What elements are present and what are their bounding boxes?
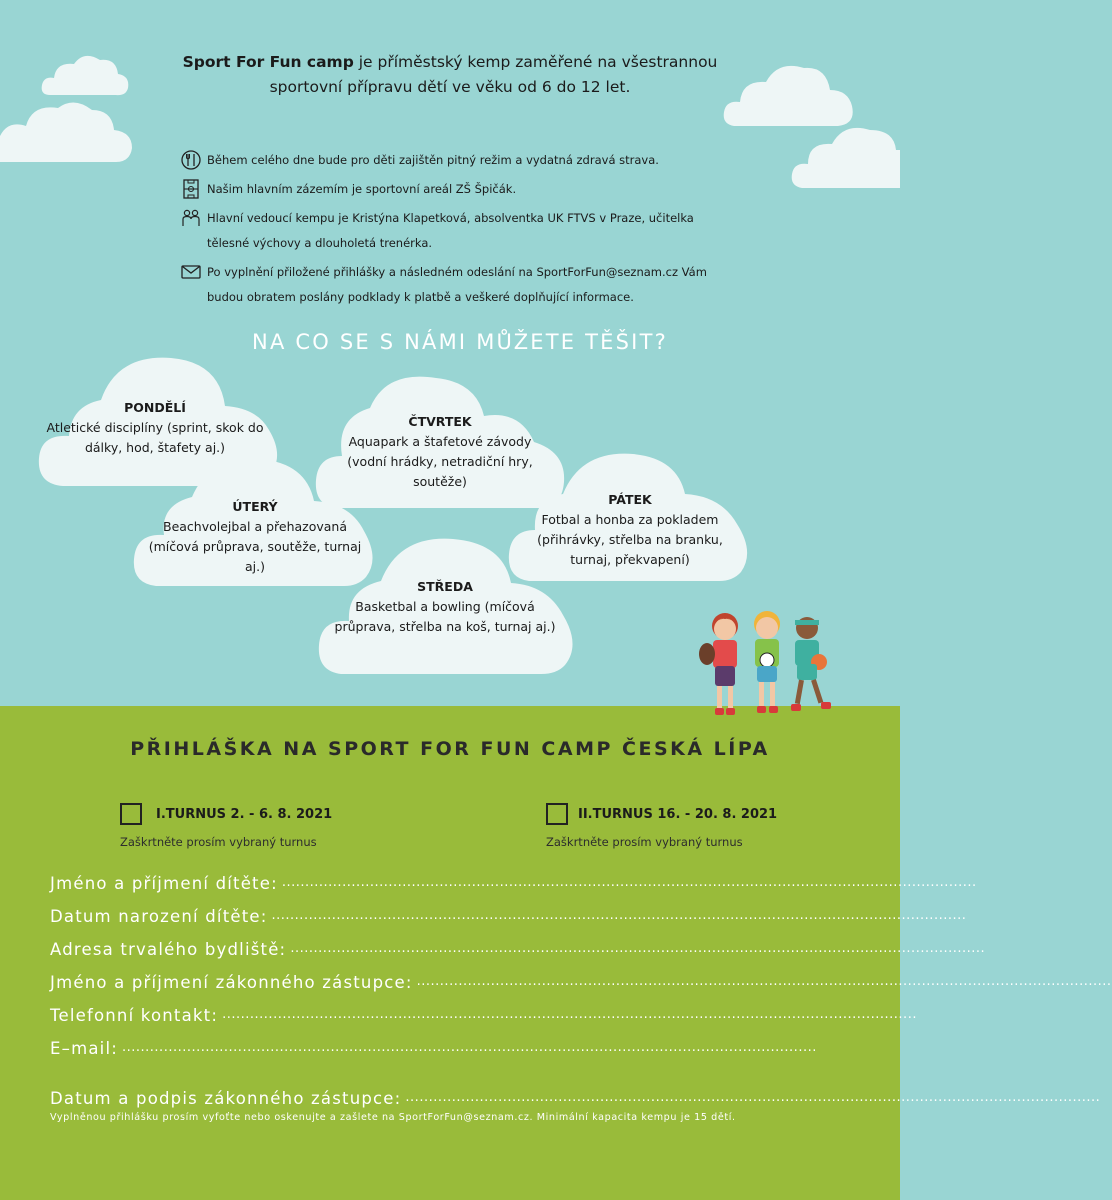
turnus-2-label: II.TURNUS 16. - 20. 8. 2021 — [578, 807, 778, 822]
field-label-child-name: Jméno a příjmení dítěte: — [50, 874, 278, 893]
day-name-wednesday: STŘEDA — [417, 579, 473, 594]
field-address[interactable] — [50, 926, 986, 959]
info-text-contact: Po vyplnění přiložené přihlášky a následném odeslání na SportForFun@seznam.cz Vám budou obratem poslány podklady k platbě a veškeré doplňující informace. — [207, 265, 707, 304]
form-fields — [50, 860, 1112, 1058]
field-label-phone: Telefonní kontakt: — [50, 1006, 219, 1025]
field-phone[interactable] — [50, 992, 917, 1025]
info-item-food — [180, 148, 740, 173]
day-desc-thursday: Aquapark a štafetové závody (vodní hrádky, netradiční hry, soutěže) — [347, 434, 533, 489]
field-email[interactable] — [50, 1025, 817, 1058]
background-cloud-right — [790, 120, 900, 192]
info-text-leader: Hlavní vedoucí kempu je Kristýna Klapetková, absolventka UK FTVS v Praze, učitelka tělesné výchovy a dlouholetá trenérka. — [207, 211, 694, 250]
intro-brand: Sport For Fun camp — [182, 53, 354, 71]
day-desc-monday: Atletické disciplíny (sprint, skok do dálky, hod, štafety aj.) — [46, 420, 264, 455]
fill-line: ...................................................................................................................................................... — [405, 1090, 1101, 1105]
info-list — [180, 148, 740, 314]
turnus-2-checkbox[interactable] — [546, 803, 568, 825]
field-label-email: E–mail: — [50, 1039, 118, 1058]
day-desc-friday: Fotbal a honba za pokladem (přihrávky, střelba na branku, turnaj, překvapení) — [537, 512, 723, 567]
turnus-2-hint: Zaškrtněte prosím vybraný turnus — [546, 835, 743, 849]
people-icon — [180, 207, 202, 229]
info-text-food: Během celého dne bude pro děti zajištěn pitný režim a vydatná zdravá strava. — [207, 153, 659, 167]
day-text-wednesday — [315, 577, 575, 637]
footnote: Vyplněnou přihlášku prosím vyfoťte nebo oskenujte a zašlete na SportForFun@seznam.cz. Minimální kapacita kempu je 15 dětí. — [50, 1112, 736, 1123]
field-guardian-name[interactable] — [50, 959, 1112, 992]
field-label-signature: Datum a podpis zákonného zástupce: — [50, 1089, 402, 1108]
day-name-monday: PONDĚLÍ — [124, 400, 186, 415]
info-item-contact — [180, 260, 740, 310]
field-signature[interactable] — [50, 1084, 1101, 1108]
turnus-1-hint: Zaškrtněte prosím vybraný turnus — [120, 835, 317, 849]
day-name-thursday: ČTVRTEK — [408, 414, 472, 429]
field-child-name[interactable] — [50, 860, 977, 893]
fill-line: ...................................................................................................................................................... — [271, 908, 967, 923]
field-label-birth-date: Datum narození dítěte: — [50, 907, 268, 926]
intro-line2: sportovní přípravu dětí ve věku od 6 do 12 let. — [269, 78, 631, 96]
background-cloud-left — [0, 96, 135, 166]
day-name-tuesday: ÚTERÝ — [232, 499, 278, 514]
field-label-address: Adresa trvalého bydliště: — [50, 940, 287, 959]
turnus-1-checkbox[interactable] — [120, 803, 142, 825]
info-item-leader — [180, 206, 740, 256]
intro-line1: je příměstský kemp zaměřené na všestrannou — [353, 53, 718, 71]
field-birth-date[interactable] — [50, 893, 967, 926]
day-desc-tuesday: Beachvolejbal a přehazovaná (míčová průprava, soutěže, turnaj aj.) — [148, 519, 362, 574]
fill-line: ...................................................................................................................................................... — [290, 941, 986, 956]
kids-illustration — [695, 602, 845, 727]
mail-icon — [180, 261, 202, 283]
day-desc-wednesday: Basketbal a bowling (míčová průprava, střelba na koš, turnaj aj.) — [334, 599, 556, 634]
fill-line: ...................................................................................................................................................... — [281, 875, 977, 890]
food-icon — [180, 149, 202, 171]
form-title: PŘIHLÁŠKA NA SPORT FOR FUN CAMP ČESKÁ LÍPA — [130, 738, 770, 760]
field-icon — [180, 178, 202, 200]
info-item-field — [180, 177, 740, 202]
info-text-field: Našim hlavním zázemím je sportovní areál ZŠ Špičák. — [207, 182, 517, 196]
day-text-monday — [35, 398, 275, 458]
intro-text — [150, 50, 750, 100]
fill-line: ...................................................................................................................................................... — [222, 1007, 917, 1022]
fill-line: ...................................................................................................................................................... — [416, 974, 1112, 989]
section-title: NA CO SE S NÁMI MŮŽETE TĚŠIT? — [252, 330, 668, 354]
field-label-guardian-name: Jméno a příjmení zákonného zástupce: — [50, 973, 413, 992]
background-cloud-top-left — [40, 50, 130, 100]
turnus-1-label: I.TURNUS 2. - 6. 8. 2021 — [156, 807, 333, 822]
day-name-friday: PÁTEK — [608, 492, 652, 507]
day-cloud-wednesday — [315, 533, 580, 678]
fill-line: ...................................................................................................................................................... — [122, 1040, 817, 1055]
